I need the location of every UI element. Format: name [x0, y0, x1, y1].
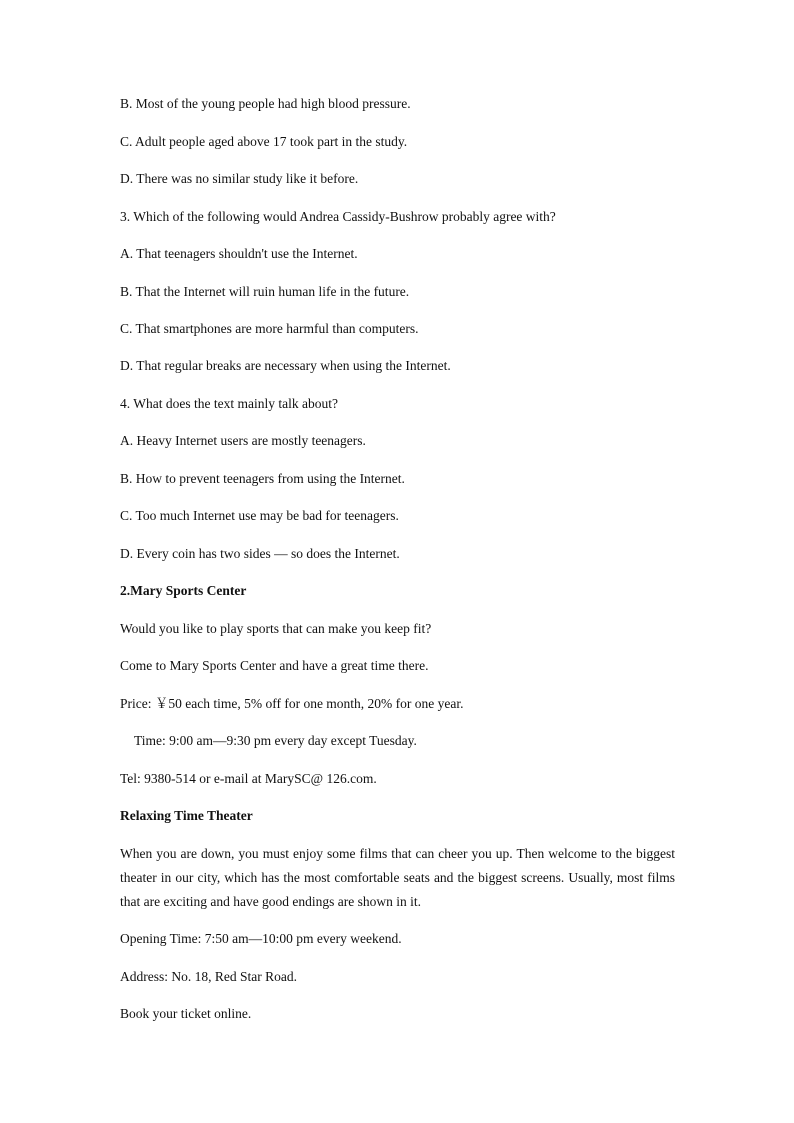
q4-option-a: A. Heavy Internet users are mostly teenagers. [120, 433, 366, 448]
q2-option-c: C. Adult people aged above 17 took part in the study. [120, 134, 408, 149]
q3-stem: 3. Which of the following would Andrea Cassidy-Bushrow probably agree with? [120, 209, 556, 224]
q4-option-b: B. How to prevent teenagers from using the Internet. [120, 471, 405, 486]
sports-center-intro: Would you like to play sports that can make you keep fit? [120, 621, 432, 636]
q3-option-b: B. That the Internet will ruin human life in the future. [120, 284, 410, 299]
sports-center-price: Price: ￥50 each time, 5% off for one month, 20% for one year. [120, 696, 464, 711]
q3-option-a: A. That teenagers shouldn't use the Internet. [120, 246, 358, 261]
q4-option-c: C. Too much Internet use may be bad for teenagers. [120, 508, 399, 523]
q4-option-d: D. Every coin has two sides — so does the Internet. [120, 546, 400, 561]
q2-option-d: D. There was no similar study like it before. [120, 171, 359, 186]
q2-option-b: B. Most of the young people had high blood pressure. [120, 96, 411, 111]
sports-center-contact: Tel: 9380-514 or e-mail at MarySC@ 126.com. [120, 771, 377, 786]
sports-center-time: Time: 9:00 am—9:30 pm every day except Tuesday. [134, 733, 417, 748]
theater-booking: Book your ticket online. [120, 1006, 252, 1021]
theater-description: When you are down, you must enjoy some films that can cheer you up. Then welcome to the biggest theater in our city, which has the most comfortable seats and the biggest screens. Usually, most films that are exciting and have good endings are shown in it. [120, 846, 675, 909]
q3-option-d: D. That regular breaks are necessary when using the Internet. [120, 358, 451, 373]
theater-opening-time: Opening Time: 7:50 am—10:00 pm every weekend. [120, 931, 402, 946]
sports-center-invite: Come to Mary Sports Center and have a great time there. [120, 658, 429, 673]
q4-stem: 4. What does the text mainly talk about? [120, 396, 338, 411]
theater-heading: Relaxing Time Theater [120, 808, 253, 823]
q3-option-c: C. That smartphones are more harmful than computers. [120, 321, 419, 336]
sports-center-heading: 2.Mary Sports Center [120, 583, 247, 598]
theater-address: Address: No. 18, Red Star Road. [120, 969, 297, 984]
